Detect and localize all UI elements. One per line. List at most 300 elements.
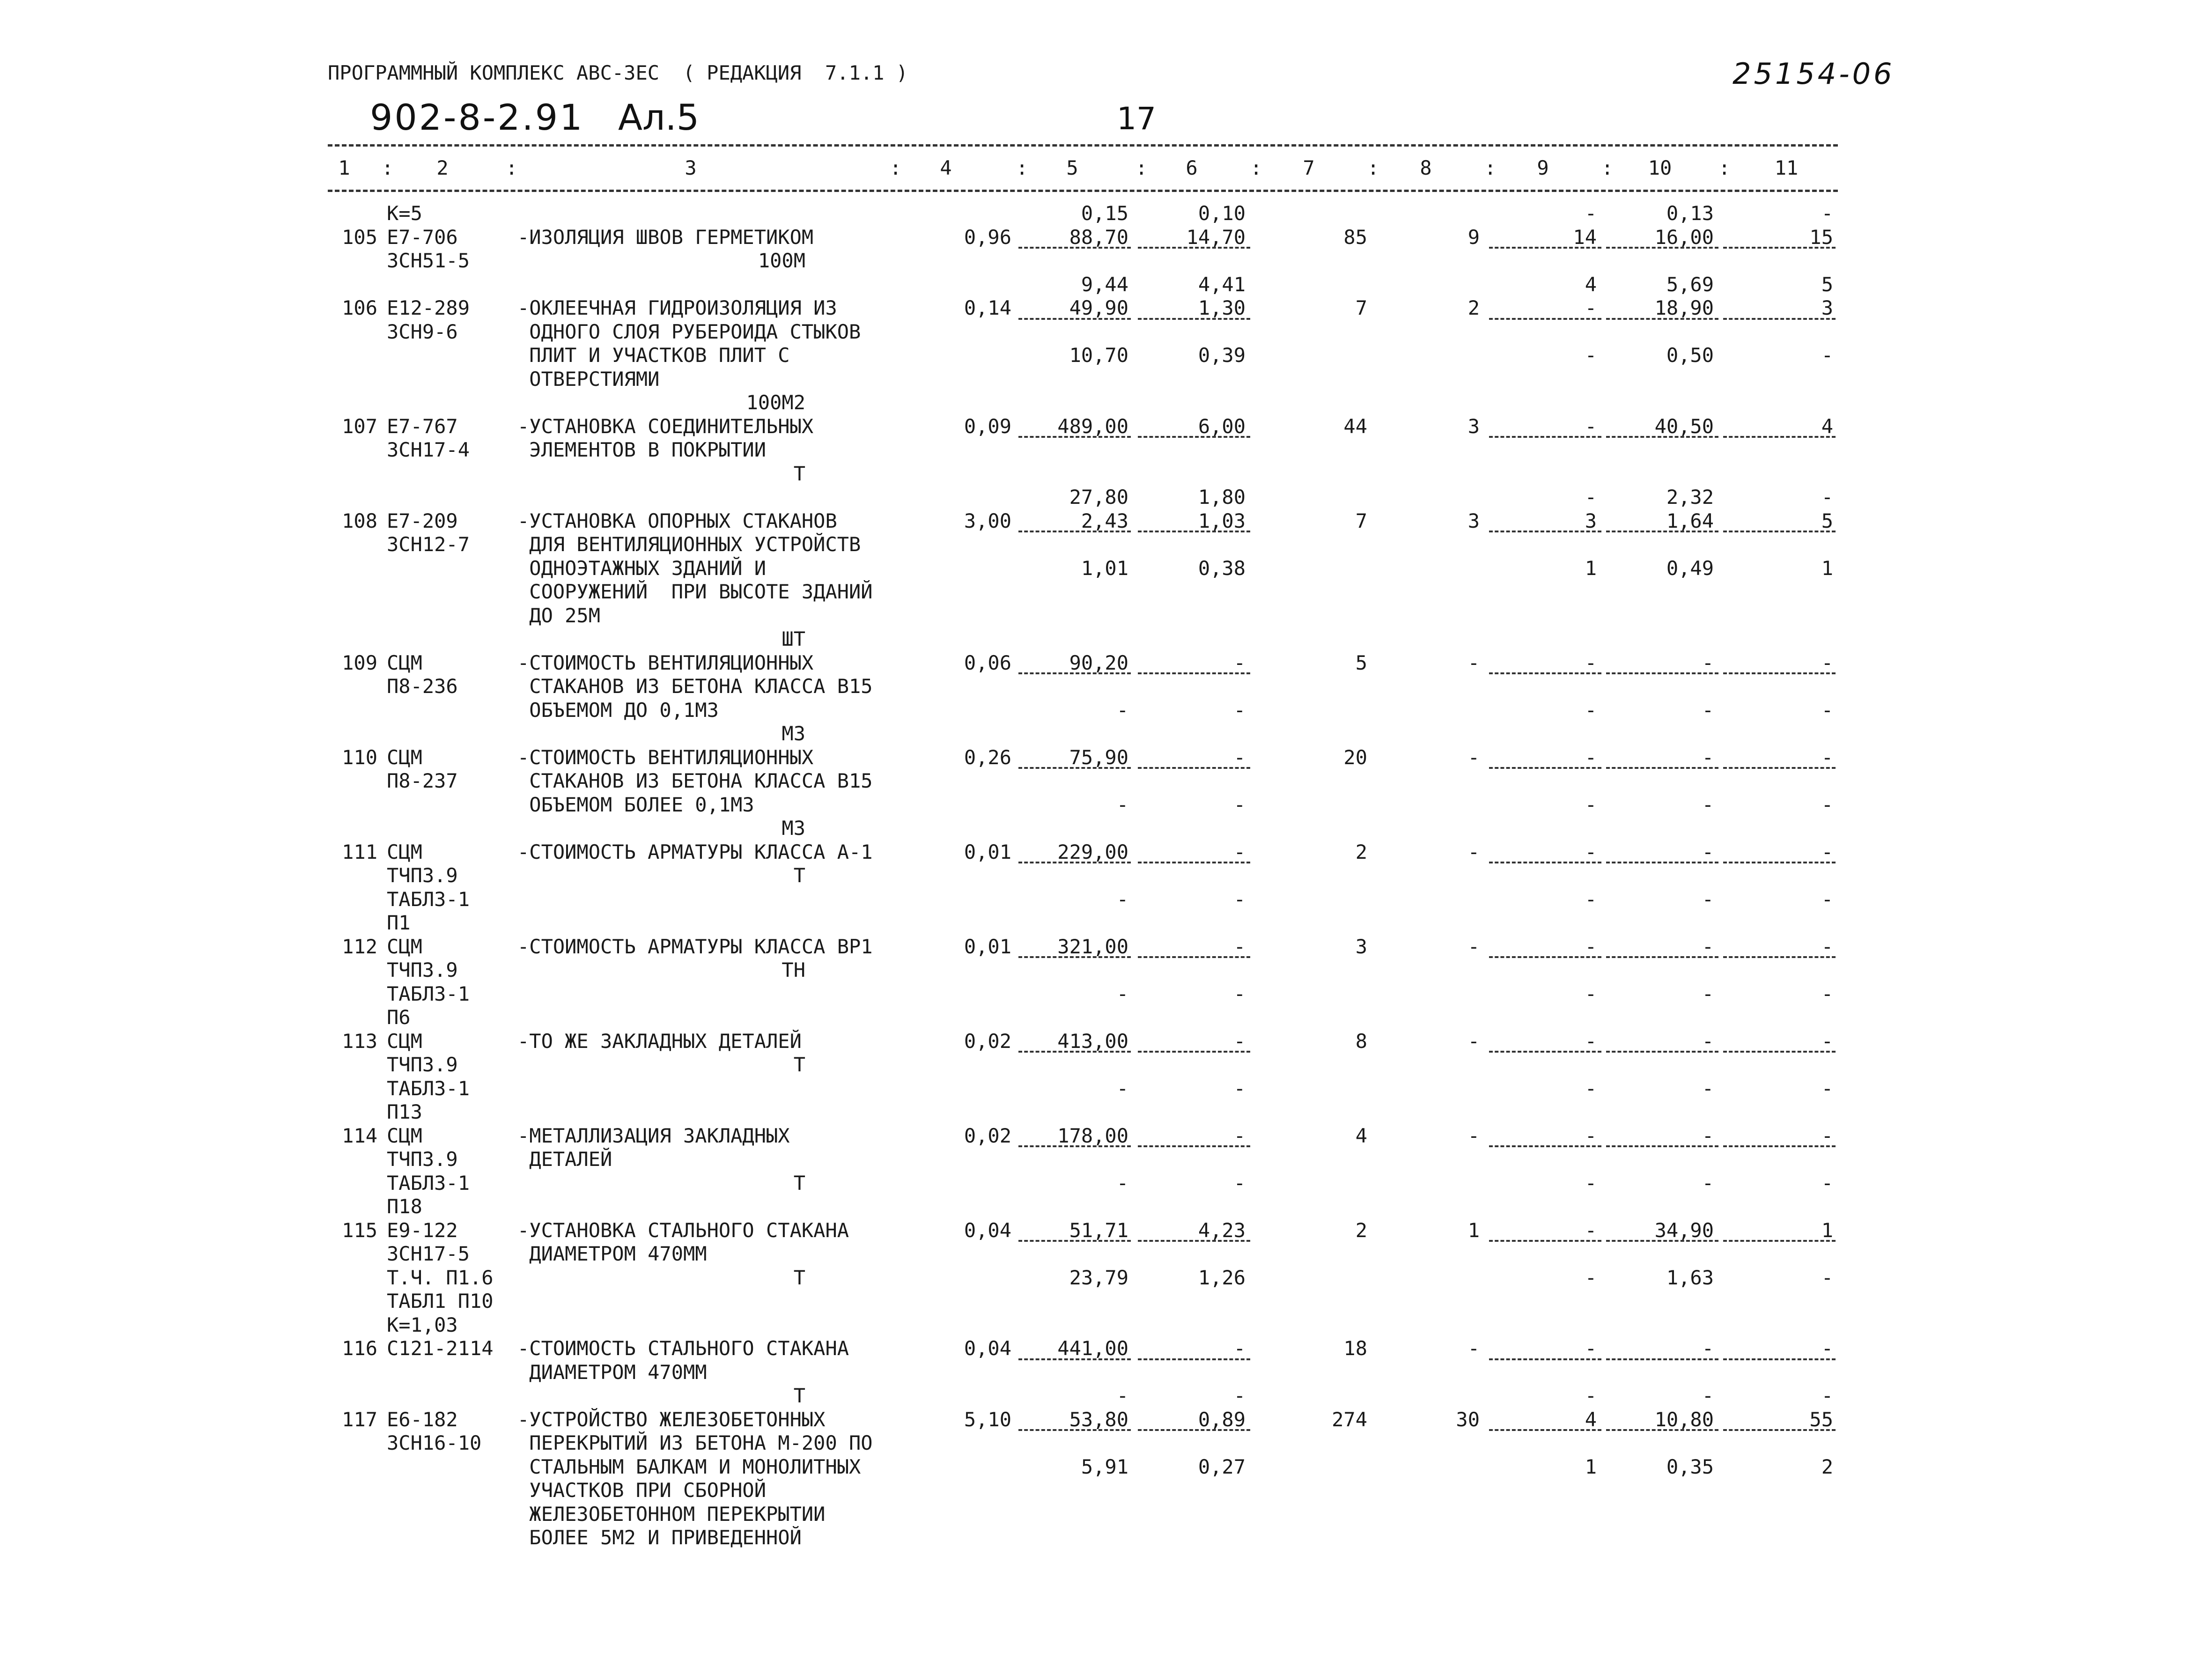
column-number-6: 6 bbox=[1186, 156, 1198, 179]
cost-separator bbox=[1018, 1145, 1131, 1147]
wage-cost-c6: - bbox=[1233, 982, 1246, 1005]
wage-cost-c9: 4 bbox=[1585, 273, 1597, 296]
cost-separator bbox=[1138, 247, 1250, 249]
wage-cost-c9: - bbox=[1585, 344, 1597, 367]
wage-cost-c9: - bbox=[1585, 698, 1597, 722]
wage-cost-c9: 1 bbox=[1585, 556, 1597, 580]
wage-cost-c9: - bbox=[1585, 1384, 1597, 1407]
cost-separator bbox=[1606, 767, 1718, 769]
cost-separator bbox=[1138, 1429, 1250, 1431]
cost-separator bbox=[1018, 436, 1131, 438]
wage-cost-c9: - bbox=[1585, 793, 1597, 816]
column-divider: : bbox=[1135, 156, 1148, 179]
row-number: 115 bbox=[342, 1218, 377, 1242]
cost-separator bbox=[1138, 862, 1250, 863]
wage-cost-c5: - bbox=[1116, 1077, 1128, 1100]
unit-cost-c8: 30 bbox=[1456, 1408, 1480, 1431]
work-description: -УСТРОЙСТВО ЖЕЛЕЗОБЕТОННЫХ bbox=[517, 1408, 826, 1431]
work-description: -СТОИМОСТЬ СТАЛЬНОГО СТАКАНА bbox=[517, 1337, 849, 1360]
unit-cost-c11: - bbox=[1821, 1029, 1833, 1053]
unit-cost-c8: 1 bbox=[1467, 1218, 1480, 1242]
quantity: 0,09 bbox=[964, 414, 1011, 438]
row-number: 108 bbox=[342, 509, 377, 532]
work-description: -УСТАНОВКА СОЕДИНИТЕЛЬНЫХ bbox=[517, 414, 814, 438]
unit-cost-c6: 1,30 bbox=[1198, 296, 1246, 319]
column-divider: : bbox=[1601, 156, 1614, 179]
unit-cost-c5: 441,00 bbox=[1057, 1337, 1128, 1360]
cost-separator bbox=[1606, 531, 1718, 532]
norm-code: ЗСН9-6 bbox=[387, 320, 458, 343]
unit-cost-c11: - bbox=[1821, 935, 1833, 958]
unit-of-measure: ШТ bbox=[782, 627, 805, 650]
column-number-9: 9 bbox=[1537, 156, 1549, 179]
cost-separator bbox=[1723, 672, 1836, 674]
norm-code: ЗСН17-5 bbox=[387, 1242, 470, 1265]
unit-cost-c11: - bbox=[1821, 651, 1833, 674]
unit-cost-c8: - bbox=[1467, 651, 1480, 674]
unit-cost-c7: 18 bbox=[1343, 1337, 1367, 1360]
norm-code: К=1,03 bbox=[387, 1313, 458, 1336]
wage-cost-c5: - bbox=[1116, 793, 1128, 816]
wage-cost-c10: 0,35 bbox=[1666, 1455, 1714, 1478]
unit-cost-c8: 3 bbox=[1467, 414, 1480, 438]
norm-code: ТЧП3.9 bbox=[387, 959, 458, 981]
carry-value-c5: 0,15 bbox=[1081, 202, 1128, 225]
cost-separator bbox=[1018, 1429, 1131, 1431]
unit-cost-c5: 53,80 bbox=[1069, 1408, 1128, 1431]
work-description: -СТОИМОСТЬ ВЕНТИЛЯЦИОННЫХ bbox=[517, 745, 814, 769]
wage-cost-c11: - bbox=[1821, 698, 1833, 722]
wage-cost-c6: 1,26 bbox=[1198, 1266, 1246, 1289]
wage-cost-c11: 5 bbox=[1821, 273, 1833, 296]
unit-cost-c8: 9 bbox=[1467, 225, 1480, 249]
norm-code: П8-237 bbox=[387, 769, 458, 792]
wage-cost-c6: - bbox=[1233, 1384, 1246, 1407]
cost-separator bbox=[1723, 862, 1836, 863]
work-description: УЧАСТКОВ ПРИ СБОРНОЙ bbox=[517, 1479, 767, 1502]
header-rule-bottom bbox=[328, 190, 1838, 192]
unit-cost-c5: 75,90 bbox=[1069, 745, 1128, 769]
column-divider: : bbox=[382, 156, 394, 179]
unit-cost-c6: - bbox=[1233, 840, 1246, 863]
unit-cost-c8: 3 bbox=[1467, 509, 1480, 532]
album-label: Ал.5 bbox=[618, 96, 700, 138]
cost-separator bbox=[1018, 862, 1131, 863]
wage-cost-c6: - bbox=[1233, 1171, 1246, 1194]
cost-separator bbox=[1489, 672, 1601, 674]
unit-cost-c5: 88,70 bbox=[1069, 225, 1128, 249]
wage-cost-c5: 9,44 bbox=[1081, 273, 1128, 296]
quantity: 0,04 bbox=[964, 1337, 1011, 1360]
unit-cost-c8: - bbox=[1467, 745, 1480, 769]
cost-separator bbox=[1723, 318, 1836, 320]
cost-separator bbox=[1018, 767, 1131, 769]
unit-cost-c7: 3 bbox=[1355, 935, 1367, 958]
unit-cost-c6: - bbox=[1233, 1337, 1246, 1360]
unit-cost-c10: - bbox=[1702, 1337, 1714, 1360]
wage-cost-c9: 1 bbox=[1585, 1455, 1597, 1478]
unit-cost-c9: - bbox=[1585, 651, 1597, 674]
norm-code: ТАБЛ3-1 bbox=[387, 1077, 470, 1100]
unit-cost-c8: 2 bbox=[1467, 296, 1480, 319]
row-number: 110 bbox=[342, 745, 377, 769]
cost-separator bbox=[1723, 1429, 1836, 1431]
cost-separator bbox=[1489, 767, 1601, 769]
unit-cost-c6: - bbox=[1233, 1029, 1246, 1053]
unit-cost-c8: - bbox=[1467, 840, 1480, 863]
cost-separator bbox=[1606, 1145, 1718, 1147]
page-number: 17 bbox=[1117, 101, 1156, 137]
norm-code: ТАБЛ3-1 bbox=[387, 982, 470, 1005]
wage-cost-c10: 0,50 bbox=[1666, 344, 1714, 367]
unit-of-measure: Т bbox=[793, 1266, 805, 1289]
unit-cost-c9: - bbox=[1585, 1218, 1597, 1242]
quantity: 0,04 bbox=[964, 1218, 1011, 1242]
unit-cost-c6: 1,03 bbox=[1198, 509, 1246, 532]
unit-of-measure: ТН bbox=[782, 959, 805, 981]
unit-cost-c8: - bbox=[1467, 935, 1480, 958]
carry-value-c6: 0,10 bbox=[1198, 202, 1246, 225]
cost-separator bbox=[1723, 1240, 1836, 1242]
wage-cost-c6: 0,27 bbox=[1198, 1455, 1246, 1478]
wage-cost-c6: 0,38 bbox=[1198, 556, 1246, 580]
unit-cost-c11: - bbox=[1821, 1337, 1833, 1360]
unit-cost-c10: 34,90 bbox=[1654, 1218, 1714, 1242]
cost-separator bbox=[1489, 318, 1601, 320]
column-number-7: 7 bbox=[1303, 156, 1315, 179]
row-number: 105 bbox=[342, 225, 377, 249]
wage-cost-c9: - bbox=[1585, 1077, 1597, 1100]
wage-cost-c11: - bbox=[1821, 982, 1833, 1005]
work-description: -СТОИМОСТЬ ВЕНТИЛЯЦИОННЫХ bbox=[517, 651, 814, 674]
unit-cost-c6: 4,23 bbox=[1198, 1218, 1246, 1242]
unit-cost-c9: - bbox=[1585, 1337, 1597, 1360]
cost-separator bbox=[1138, 672, 1250, 674]
unit-cost-c6: - bbox=[1233, 1124, 1246, 1147]
wage-cost-c9: - bbox=[1585, 887, 1597, 911]
cost-separator bbox=[1138, 767, 1250, 769]
program-title: ПРОГРАММНЫЙ КОМПЛЕКС АВС-3ЕС ( РЕДАКЦИЯ 7.1.1 ) bbox=[328, 61, 908, 84]
cost-separator bbox=[1138, 531, 1250, 532]
unit-cost-c10: - bbox=[1702, 1124, 1714, 1147]
norm-code: ТЧП3.9 bbox=[387, 1148, 458, 1171]
column-divider: : bbox=[1367, 156, 1379, 179]
unit-cost-c11: 1 bbox=[1821, 1218, 1833, 1242]
work-description: ПЛИТ И УЧАСТКОВ ПЛИТ С bbox=[517, 344, 790, 367]
unit-cost-c8: - bbox=[1467, 1029, 1480, 1053]
row-number: 106 bbox=[342, 296, 377, 319]
unit-cost-c7: 7 bbox=[1355, 509, 1367, 532]
cost-separator bbox=[1018, 318, 1131, 320]
work-description: -ИЗОЛЯЦИЯ ШВОВ ГЕРМЕТИКОМ bbox=[517, 225, 814, 249]
column-number-5: 5 bbox=[1066, 156, 1078, 179]
norm-code: СЦМ bbox=[387, 1124, 422, 1147]
row-number: 107 bbox=[342, 414, 377, 438]
work-description: -ОКЛЕЕЧНАЯ ГИДРОИЗОЛЯЦИЯ ИЗ bbox=[517, 296, 837, 319]
norm-code: СЦМ bbox=[387, 745, 422, 769]
norm-code: П6 bbox=[387, 1006, 411, 1029]
wage-cost-c6: 4,41 bbox=[1198, 273, 1246, 296]
wage-cost-c11: 2 bbox=[1821, 1455, 1833, 1478]
unit-cost-c5: 321,00 bbox=[1057, 935, 1128, 958]
unit-cost-c11: 3 bbox=[1821, 296, 1833, 319]
cost-separator bbox=[1138, 1145, 1250, 1147]
unit-cost-c10: 40,50 bbox=[1654, 414, 1714, 438]
wage-cost-c11: - bbox=[1821, 1266, 1833, 1289]
norm-code: Е7-706 bbox=[387, 225, 458, 249]
wage-cost-c5: 23,79 bbox=[1069, 1266, 1128, 1289]
norm-code: Е7-209 bbox=[387, 509, 458, 532]
wage-cost-c6: 0,39 bbox=[1198, 344, 1246, 367]
unit-of-measure: М3 bbox=[782, 817, 805, 840]
norm-code: П18 bbox=[387, 1195, 422, 1218]
wage-cost-c5: 10,70 bbox=[1069, 344, 1128, 367]
row-number: 114 bbox=[342, 1124, 377, 1147]
unit-cost-c11: - bbox=[1821, 1124, 1833, 1147]
unit-cost-c11: 4 bbox=[1821, 414, 1833, 438]
cost-separator bbox=[1138, 436, 1250, 438]
column-divider: : bbox=[1250, 156, 1262, 179]
unit-of-measure: 100М2 bbox=[746, 391, 805, 414]
column-divider: : bbox=[506, 156, 518, 179]
norm-code: ТЧП3.9 bbox=[387, 1053, 458, 1076]
column-divider: : bbox=[1016, 156, 1028, 179]
unit-of-measure: Т bbox=[793, 864, 805, 887]
norm-code: ТЧП3.9 bbox=[387, 864, 458, 887]
norm-code: Е7-767 bbox=[387, 414, 458, 438]
work-description: ДИАМЕТРОМ 470ММ bbox=[517, 1242, 707, 1265]
unit-cost-c7: 2 bbox=[1355, 840, 1367, 863]
unit-cost-c11: - bbox=[1821, 745, 1833, 769]
norm-code: СЦМ bbox=[387, 840, 422, 863]
quantity: 0,14 bbox=[964, 296, 1011, 319]
norm-code: ТАБЛ3-1 bbox=[387, 887, 470, 911]
unit-cost-c7: 2 bbox=[1355, 1218, 1367, 1242]
wage-cost-c6: 1,80 bbox=[1198, 486, 1246, 509]
work-description: ДЛЯ ВЕНТИЛЯЦИОННЫХ УСТРОЙСТВ bbox=[517, 533, 861, 556]
norm-code: ЗСН51-5 bbox=[387, 249, 470, 272]
wage-cost-c10: 1,63 bbox=[1666, 1266, 1714, 1289]
row-number: 112 bbox=[342, 935, 377, 958]
cost-separator bbox=[1018, 1051, 1131, 1053]
unit-cost-c5: 489,00 bbox=[1057, 414, 1128, 438]
wage-cost-c11: - bbox=[1821, 344, 1833, 367]
column-number-3: 3 bbox=[685, 156, 697, 179]
work-description: ОБЪЕМОМ ДО 0,1М3 bbox=[517, 698, 719, 722]
column-number-11: 11 bbox=[1774, 156, 1799, 179]
cost-separator bbox=[1606, 1240, 1718, 1242]
unit-cost-c9: - bbox=[1585, 840, 1597, 863]
unit-cost-c10: - bbox=[1702, 745, 1714, 769]
cost-separator bbox=[1018, 1358, 1131, 1360]
cost-separator bbox=[1489, 956, 1601, 958]
wage-cost-c6: - bbox=[1233, 698, 1246, 722]
unit-of-measure: Т bbox=[793, 1053, 805, 1076]
norm-code: ЗСН17-4 bbox=[387, 438, 470, 461]
wage-cost-c10: 2,32 bbox=[1666, 486, 1714, 509]
wage-cost-c5: 1,01 bbox=[1081, 556, 1128, 580]
norm-code: Е6-182 bbox=[387, 1408, 458, 1431]
wage-cost-c10: - bbox=[1702, 1384, 1714, 1407]
work-description: ДЕТАЛЕЙ bbox=[517, 1148, 612, 1171]
unit-cost-c5: 90,20 bbox=[1069, 651, 1128, 674]
wage-cost-c11: - bbox=[1821, 1171, 1833, 1194]
column-number-8: 8 bbox=[1420, 156, 1432, 179]
cost-separator bbox=[1723, 436, 1836, 438]
cost-separator bbox=[1606, 1429, 1718, 1431]
cost-separator bbox=[1489, 1429, 1601, 1431]
column-divider: : bbox=[1484, 156, 1497, 179]
work-description: ОДНОЭТАЖНЫХ ЗДАНИЙ И bbox=[517, 556, 767, 580]
column-number-4: 4 bbox=[940, 156, 952, 179]
work-description: -СТОИМОСТЬ АРМАТУРЫ КЛАССА ВР1 bbox=[517, 935, 873, 958]
carry-value-c10: 0,13 bbox=[1666, 202, 1714, 225]
norm-code: СЦМ bbox=[387, 1029, 422, 1053]
wage-cost-c10: - bbox=[1702, 982, 1714, 1005]
work-description: БОЛЕЕ 5М2 И ПРИВЕДЕННОЙ bbox=[517, 1526, 802, 1549]
header-rule-top bbox=[328, 144, 1838, 147]
unit-cost-c11: 5 bbox=[1821, 509, 1833, 532]
wage-cost-c5: 5,91 bbox=[1081, 1455, 1128, 1478]
cost-separator bbox=[1606, 956, 1718, 958]
work-description: СТАКАНОВ ИЗ БЕТОНА КЛАССА В15 bbox=[517, 769, 873, 792]
quantity: 3,00 bbox=[964, 509, 1011, 532]
unit-cost-c6: 0,89 bbox=[1198, 1408, 1246, 1431]
norm-code: ТАБЛ3-1 bbox=[387, 1171, 470, 1194]
wage-cost-c10: - bbox=[1702, 793, 1714, 816]
norm-code: П8-236 bbox=[387, 675, 458, 698]
quantity: 0,06 bbox=[964, 651, 1011, 674]
cost-separator bbox=[1018, 672, 1131, 674]
cost-separator bbox=[1723, 1145, 1836, 1147]
cost-separator bbox=[1489, 1240, 1601, 1242]
column-number-2: 2 bbox=[436, 156, 449, 179]
column-number-10: 10 bbox=[1648, 156, 1672, 179]
cost-separator bbox=[1489, 862, 1601, 863]
quantity: 0,02 bbox=[964, 1124, 1011, 1147]
unit-cost-c6: 6,00 bbox=[1198, 414, 1246, 438]
wage-cost-c5: - bbox=[1116, 1384, 1128, 1407]
wage-cost-c5: 27,80 bbox=[1069, 486, 1128, 509]
work-description: -СТОИМОСТЬ АРМАТУРЫ КЛАССА А-1 bbox=[517, 840, 873, 863]
cost-separator bbox=[1606, 318, 1718, 320]
unit-cost-c9: - bbox=[1585, 745, 1597, 769]
cost-separator bbox=[1138, 1358, 1250, 1360]
row-number: 117 bbox=[342, 1408, 377, 1431]
unit-of-measure: М3 bbox=[782, 722, 805, 745]
work-description: ЖЕЛЕЗОБЕТОННОМ ПЕРЕКРЫТИИ bbox=[517, 1502, 826, 1526]
norm-code: Е12-289 bbox=[387, 296, 470, 319]
wage-cost-c11: - bbox=[1821, 793, 1833, 816]
unit-cost-c10: - bbox=[1702, 935, 1714, 958]
cost-separator bbox=[1606, 1358, 1718, 1360]
cost-separator bbox=[1723, 767, 1836, 769]
cost-separator bbox=[1723, 956, 1836, 958]
unit-cost-c7: 20 bbox=[1343, 745, 1367, 769]
unit-cost-c9: - bbox=[1585, 935, 1597, 958]
wage-cost-c10: - bbox=[1702, 1077, 1714, 1100]
unit-cost-c7: 5 bbox=[1355, 651, 1367, 674]
norm-code: ТАБЛ1 П10 bbox=[387, 1290, 494, 1312]
wage-cost-c10: - bbox=[1702, 887, 1714, 911]
unit-cost-c9: - bbox=[1585, 414, 1597, 438]
column-divider: : bbox=[1718, 156, 1731, 179]
unit-cost-c11: 55 bbox=[1809, 1408, 1833, 1431]
wage-cost-c10: 5,69 bbox=[1666, 273, 1714, 296]
unit-cost-c10: - bbox=[1702, 651, 1714, 674]
cost-separator bbox=[1138, 956, 1250, 958]
unit-cost-c7: 274 bbox=[1332, 1408, 1367, 1431]
unit-cost-c9: - bbox=[1585, 296, 1597, 319]
unit-of-measure: Т bbox=[793, 1384, 805, 1407]
coefficient-note: К=5 bbox=[387, 202, 422, 225]
wage-cost-c5: - bbox=[1116, 1171, 1128, 1194]
wage-cost-c9: - bbox=[1585, 1266, 1597, 1289]
unit-cost-c5: 51,71 bbox=[1069, 1218, 1128, 1242]
norm-code: С121-2114 bbox=[387, 1337, 494, 1360]
wage-cost-c6: - bbox=[1233, 887, 1246, 911]
cost-separator bbox=[1489, 1145, 1601, 1147]
cost-separator bbox=[1723, 531, 1836, 532]
wage-cost-c11: - bbox=[1821, 486, 1833, 509]
unit-cost-c10: 18,90 bbox=[1654, 296, 1714, 319]
unit-cost-c7: 44 bbox=[1343, 414, 1367, 438]
carry-value-c9: - bbox=[1585, 202, 1597, 225]
carry-value-c11: - bbox=[1821, 202, 1833, 225]
unit-cost-c9: 3 bbox=[1585, 509, 1597, 532]
cost-separator bbox=[1018, 956, 1131, 958]
cost-separator bbox=[1018, 247, 1131, 249]
work-description: СТАЛЬНЫМ БАЛКАМ И МОНОЛИТНЫХ bbox=[517, 1455, 861, 1478]
cost-separator bbox=[1489, 1358, 1601, 1360]
wage-cost-c10: - bbox=[1702, 1171, 1714, 1194]
unit-of-measure: Т bbox=[793, 1171, 805, 1194]
wage-cost-c6: - bbox=[1233, 793, 1246, 816]
quantity: 0,26 bbox=[964, 745, 1011, 769]
cost-separator bbox=[1138, 318, 1250, 320]
work-description: ДИАМЕТРОМ 470ММ bbox=[517, 1360, 707, 1384]
unit-cost-c10: 10,80 bbox=[1654, 1408, 1714, 1431]
unit-cost-c10: 1,64 bbox=[1666, 509, 1714, 532]
row-number: 116 bbox=[342, 1337, 377, 1360]
unit-of-measure: 100М bbox=[758, 249, 805, 272]
wage-cost-c5: - bbox=[1116, 698, 1128, 722]
unit-cost-c5: 2,43 bbox=[1081, 509, 1128, 532]
wage-cost-c11: - bbox=[1821, 1077, 1833, 1100]
cost-separator bbox=[1723, 1358, 1836, 1360]
unit-cost-c6: - bbox=[1233, 935, 1246, 958]
work-description: ЭЛЕМЕНТОВ В ПОКРЫТИИ bbox=[517, 438, 767, 461]
quantity: 0,01 bbox=[964, 935, 1011, 958]
unit-cost-c11: 15 bbox=[1809, 225, 1833, 249]
cost-separator bbox=[1606, 247, 1718, 249]
unit-cost-c7: 4 bbox=[1355, 1124, 1367, 1147]
norm-code: ЗСН12-7 bbox=[387, 533, 470, 556]
work-description: ДО 25М bbox=[517, 604, 601, 627]
cost-separator bbox=[1138, 1051, 1250, 1053]
quantity: 0,02 bbox=[964, 1029, 1011, 1053]
unit-cost-c5: 413,00 bbox=[1057, 1029, 1128, 1053]
work-description: -УСТАНОВКА СТАЛЬНОГО СТАКАНА bbox=[517, 1218, 849, 1242]
archive-stamp: 25154-06 bbox=[1733, 57, 1895, 91]
cost-separator bbox=[1723, 247, 1836, 249]
norm-code: П13 bbox=[387, 1100, 422, 1123]
unit-cost-c5: 178,00 bbox=[1057, 1124, 1128, 1147]
wage-cost-c9: - bbox=[1585, 982, 1597, 1005]
project-code: 902-8-2.91 bbox=[370, 96, 584, 138]
wage-cost-c5: - bbox=[1116, 982, 1128, 1005]
unit-cost-c10: 16,00 bbox=[1654, 225, 1714, 249]
